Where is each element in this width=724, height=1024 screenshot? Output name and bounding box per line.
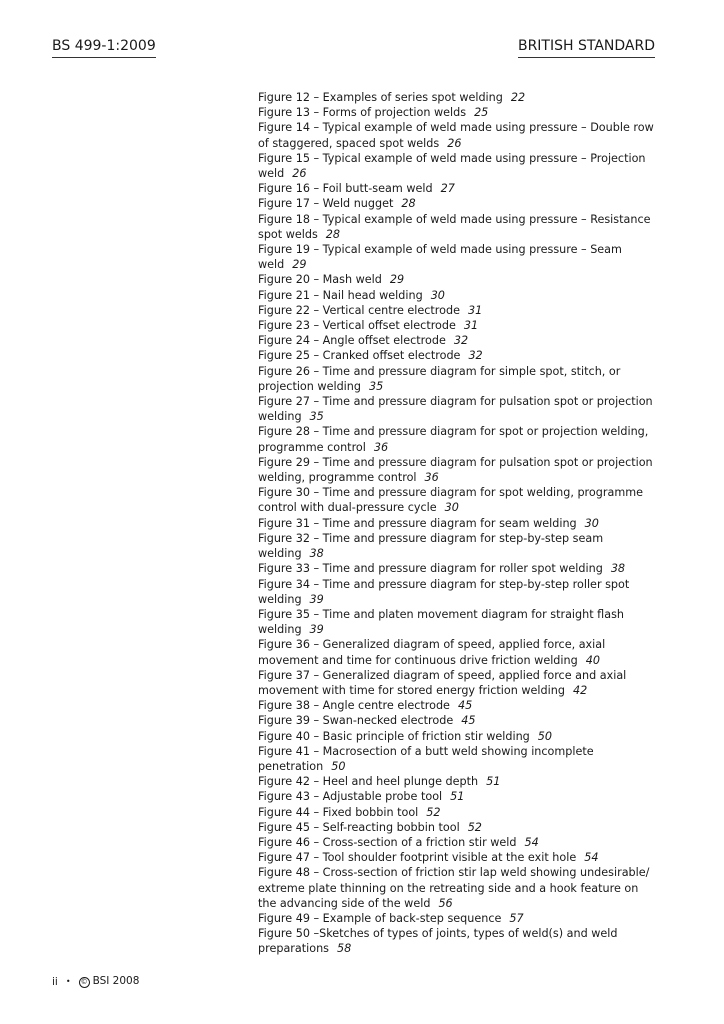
toc-entry-page: 36	[373, 440, 389, 454]
toc-entry	[258, 212, 658, 242]
toc-entry	[258, 90, 658, 105]
toc-entry-title: Figure 19 – Typical example of weld made using pressure – Seam weld	[258, 243, 622, 272]
toc-entry-page: 54	[524, 835, 539, 849]
toc-entry	[258, 911, 658, 926]
toc-entry-title: Figure 36 – Generalized diagram of speed, applied force, axial movement and time for continuous drive friction welding	[258, 638, 606, 667]
toc-entry	[258, 424, 658, 454]
toc-entry	[258, 607, 658, 637]
toc-entry	[258, 303, 658, 318]
toc-entry-title: Figure 49 – Example of back-step sequence	[258, 911, 502, 925]
toc-entry	[258, 531, 658, 561]
toc-entry-page: 52	[467, 820, 482, 834]
toc-entry-title: Figure 30 – Time and pressure diagram for spot welding, programme control with dual-pressure cycle	[258, 486, 643, 515]
toc-entry	[258, 105, 658, 120]
toc-entry-page: 56	[438, 896, 453, 910]
toc-entry	[258, 196, 658, 211]
toc-entry-page: 50	[537, 729, 553, 743]
toc-entry-page: 52	[426, 805, 441, 819]
toc-entry-page: 30	[584, 516, 599, 530]
toc-entry-page: 38	[309, 547, 324, 561]
toc-entry-page: 36	[424, 471, 439, 485]
toc-entry	[258, 744, 658, 774]
toc-entry	[258, 729, 658, 744]
toc-entry	[258, 835, 658, 850]
toc-entry-title: Figure 35 – Time and platen movement diagram for straight flash welding	[258, 607, 624, 637]
toc-entry-page: 58	[337, 942, 352, 956]
toc-entry	[258, 318, 658, 333]
toc-entry-page: 35	[368, 379, 384, 393]
toc-entry-page: 32	[468, 349, 483, 363]
page-footer	[52, 975, 139, 988]
toc-entry-page: 50	[331, 759, 346, 773]
toc-entry-page: 31	[467, 303, 483, 317]
toc-entry-title: Figure 38 – Angle centre electrode	[258, 699, 450, 713]
toc-entry	[258, 637, 658, 667]
toc-entry	[258, 577, 658, 607]
toc-entry-title: Figure 28 – Time and pressure diagram for spot or projection welding, programme control	[258, 425, 649, 454]
toc-entry-title: Figure 18 – Typical example of weld made using pressure – Resistance spot welds	[258, 212, 651, 241]
toc-entry-page: 39	[309, 592, 324, 606]
toc-entry-page: 39	[309, 623, 324, 637]
toc-entry-page: 27	[440, 182, 455, 196]
toc-entry-title: Figure 22 – Vertical centre electrode	[258, 303, 460, 317]
toc-entry	[258, 485, 658, 515]
toc-entry-title: Figure 50 –Sketches of types of joints, types of weld(s) and weld preparations	[258, 927, 618, 956]
toc-entry-title: Figure 29 – Time and pressure diagram for pulsation spot or projection welding, programme control	[258, 455, 653, 485]
toc-entry-page: 29	[389, 273, 405, 287]
toc-entry	[258, 151, 658, 181]
toc-entry-page: 30	[430, 288, 445, 302]
toc-entry-title: Figure 43 – Adjustable probe tool	[258, 790, 443, 804]
toc-entry-page: 25	[474, 106, 489, 120]
toc-entry	[258, 120, 658, 150]
copyright	[79, 975, 140, 988]
toc-entry	[258, 272, 658, 287]
toc-entry-title: Figure 42 – Heel and heel plunge depth	[258, 775, 479, 789]
toc-entry-title: Figure 13 – Forms of projection welds	[258, 106, 467, 120]
toc-entry-page: 30	[444, 501, 459, 515]
toc-entry-page: 28	[325, 227, 341, 241]
document-id: BS 499-1:2009	[52, 37, 156, 58]
toc-entry-title: Figure 17 – Weld nugget	[258, 197, 394, 211]
toc-entry	[258, 820, 658, 835]
toc-entry-page: 51	[450, 790, 465, 804]
toc-entry-page: 26	[292, 167, 307, 181]
toc-entry-title: Figure 27 – Time and pressure diagram for pulsation spot or projection welding	[258, 395, 653, 424]
copyright-icon: ©	[80, 978, 88, 986]
toc-entry	[258, 242, 658, 272]
toc-entry-title: Figure 46 – Cross-section of a friction stir weld	[258, 835, 517, 849]
toc-entry-title: Figure 37 – Generalized diagram of speed, applied force and axial movement with time for stored energy friction welding	[258, 668, 627, 697]
toc-entry	[258, 926, 658, 956]
toc-entry	[258, 394, 658, 424]
bullet-separator: •	[65, 977, 71, 986]
toc-entry-page: 45	[457, 699, 473, 713]
toc-entry	[258, 516, 658, 531]
toc-entry-title: Figure 26 – Time and pressure diagram for simple spot, stitch, or projection welding	[258, 364, 621, 393]
toc-entry	[258, 774, 658, 789]
toc-entry	[258, 364, 658, 394]
toc-entry	[258, 865, 658, 911]
toc-entry	[258, 698, 658, 713]
toc-entry-page: 35	[309, 410, 324, 424]
toc-entry-title: Figure 48 – Cross-section of friction stir lap weld showing undesirable/ extreme plate thinning on the retreating side and a hook feature on the advancing side of the weld	[258, 866, 650, 910]
figure-list	[258, 90, 658, 957]
toc-entry-title: Figure 33 – Time and pressure diagram for roller spot welding	[258, 562, 603, 576]
toc-entry	[258, 668, 658, 698]
page-number: ii	[52, 975, 58, 988]
toc-entry	[258, 805, 658, 820]
toc-entry-title: Figure 23 – Vertical offset electrode	[258, 319, 456, 333]
toc-entry-page: 57	[509, 911, 524, 925]
publisher-label: BRITISH STANDARD	[518, 37, 655, 58]
toc-entry-title: Figure 45 – Self-reacting bobbin tool	[258, 820, 460, 834]
toc-entry	[258, 181, 658, 196]
toc-entry-title: Figure 14 – Typical example of weld made using pressure – Double row of staggered, spaced spot welds	[258, 121, 654, 150]
toc-entry-title: Figure 25 – Cranked offset electrode	[258, 349, 461, 363]
toc-entry-page: 45	[461, 714, 476, 728]
toc-entry-title: Figure 44 – Fixed bobbin tool	[258, 805, 419, 819]
toc-entry-page: 31	[463, 319, 479, 333]
toc-entry-title: Figure 47 – Tool shoulder footprint visible at the exit hole	[258, 851, 577, 865]
toc-entry-title: Figure 24 – Angle offset electrode	[258, 334, 446, 348]
toc-entry-title: Figure 41 – Macrosection of a butt weld showing incomplete penetration	[258, 744, 594, 773]
toc-entry-title: Figure 31 – Time and pressure diagram for seam welding	[258, 516, 577, 530]
toc-entry-page: 40	[585, 653, 600, 667]
toc-entry-page: 54	[584, 851, 599, 865]
toc-entry-title: Figure 34 – Time and pressure diagram for step-by-step roller spot welding	[258, 577, 630, 606]
toc-entry	[258, 348, 658, 363]
toc-entry-page: 26	[447, 136, 462, 150]
toc-entry-page: 29	[292, 258, 307, 272]
toc-entry-page: 51	[486, 775, 501, 789]
toc-entry	[258, 850, 658, 865]
toc-entry	[258, 713, 658, 728]
copyright-text: BSI 2008	[92, 975, 140, 987]
toc-entry	[258, 561, 658, 576]
toc-entry-title: Figure 40 – Basic principle of friction stir welding	[258, 729, 530, 743]
toc-entry-title: Figure 39 – Swan-necked electrode	[258, 714, 454, 728]
toc-entry-title: Figure 32 – Time and pressure diagram for step-by-step seam welding	[258, 531, 604, 561]
toc-entry	[258, 455, 658, 485]
toc-entry-page: 22	[510, 91, 526, 104]
toc-entry	[258, 333, 658, 348]
toc-entry-title: Figure 16 – Foil butt-seam weld	[258, 182, 433, 196]
toc-entry	[258, 288, 658, 303]
toc-entry-title: Figure 21 – Nail head welding	[258, 288, 423, 302]
toc-entry-title: Figure 15 – Typical example of weld made using pressure – Projection weld	[258, 151, 646, 181]
toc-entry	[258, 789, 658, 804]
toc-entry-page: 38	[610, 562, 626, 576]
toc-entry-page: 42	[572, 683, 588, 697]
toc-entry-title: Figure 12 – Examples of series spot welding	[258, 91, 503, 104]
toc-entry-page: 28	[401, 197, 416, 211]
toc-entry-page: 32	[453, 334, 469, 348]
toc-entry-title: Figure 20 – Mash weld	[258, 273, 382, 287]
